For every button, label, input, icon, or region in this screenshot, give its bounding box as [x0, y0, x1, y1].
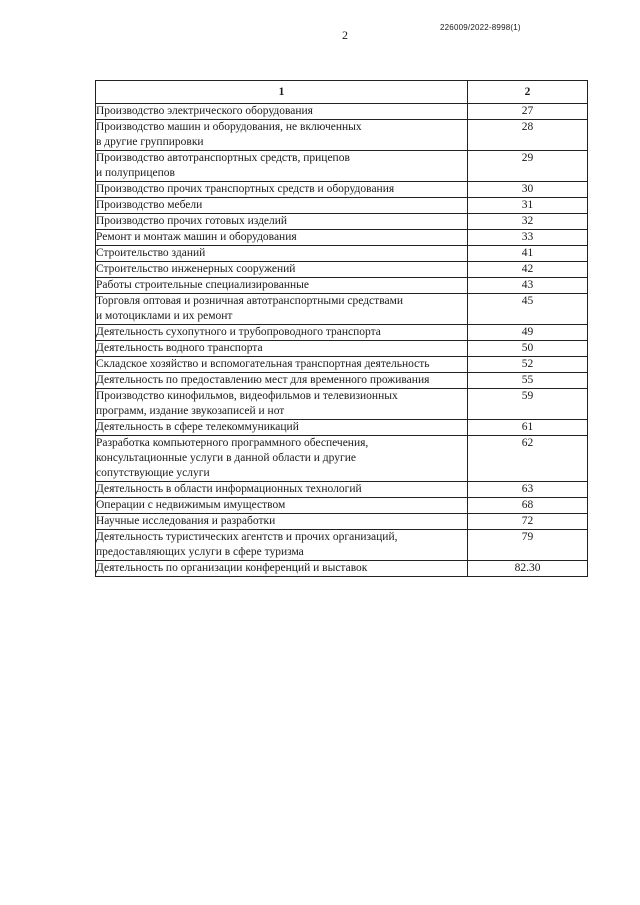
activity-name-cell	[96, 262, 468, 278]
activity-name-cell	[96, 561, 468, 577]
activity-name-line: Разработка компьютерного программного обеспечения,	[96, 437, 369, 449]
table-row	[96, 214, 588, 230]
activity-name-line: Строительство инженерных сооружений	[96, 263, 296, 275]
table-row	[96, 373, 588, 389]
table-row	[96, 530, 588, 561]
activity-name-line: Производство кинофильмов, видеофильмов и телевизионных	[96, 390, 398, 402]
activity-name-line: Производство электрического оборудования	[96, 105, 313, 117]
table-row	[96, 182, 588, 198]
activity-name-cell	[96, 498, 468, 514]
activity-name-cell	[96, 182, 468, 198]
table-row	[96, 482, 588, 498]
activity-code-cell: 72	[468, 514, 588, 530]
activity-name-line: и мотоциклами и их ремонт	[96, 310, 233, 322]
activity-name-line: Деятельность туристических агентств и прочих организаций,	[96, 531, 398, 543]
table-row	[96, 420, 588, 436]
activity-code-cell: 27	[468, 104, 588, 120]
activity-code-cell: 30	[468, 182, 588, 198]
activity-name-cell	[96, 198, 468, 214]
activity-code-cell: 45	[468, 294, 588, 325]
activity-name-cell	[96, 151, 468, 182]
activity-name-cell	[96, 104, 468, 120]
activity-name-cell	[96, 436, 468, 482]
activity-name-cell	[96, 420, 468, 436]
table-row	[96, 246, 588, 262]
activity-code-cell: 50	[468, 341, 588, 357]
activity-name-line: Ремонт и монтаж машин и оборудования	[96, 231, 297, 243]
activity-name-cell	[96, 482, 468, 498]
table-header-row	[96, 81, 588, 104]
activity-name-cell	[96, 294, 468, 325]
activity-name-line: Деятельность сухопутного и трубопроводного транспорта	[96, 326, 381, 338]
activity-name-line: Торговля оптовая и розничная автотранспортными средствами	[96, 295, 404, 307]
activity-name-line: Строительство зданий	[96, 247, 206, 259]
activity-name-line: Деятельность в области информационных технологий	[96, 483, 362, 495]
table-row	[96, 325, 588, 341]
column-header-2: 2	[468, 81, 588, 104]
activity-name-cell	[96, 230, 468, 246]
activity-name-cell	[96, 373, 468, 389]
column-header-1: 1	[96, 81, 468, 104]
table-row	[96, 498, 588, 514]
activity-name-cell	[96, 246, 468, 262]
table-row	[96, 561, 588, 577]
activity-name-line: Научные исследования и разработки	[96, 515, 276, 527]
table-row	[96, 262, 588, 278]
activity-name-cell	[96, 214, 468, 230]
activity-code-cell: 31	[468, 198, 588, 214]
table-row	[96, 341, 588, 357]
table-row	[96, 294, 588, 325]
activity-code-cell: 82.30	[468, 561, 588, 577]
activity-name-line: Производство прочих транспортных средств и оборудования	[96, 183, 395, 195]
activity-name-line: Производство машин и оборудования, не включенных	[96, 121, 362, 133]
activity-name-cell	[96, 357, 468, 373]
activity-code-cell: 52	[468, 357, 588, 373]
activity-name-line: консультационные услуги в данной области и другие	[96, 452, 356, 464]
activity-code-cell: 29	[468, 151, 588, 182]
activity-name-line: Производство прочих готовых изделий	[96, 215, 288, 227]
table-row	[96, 230, 588, 246]
activity-name-line: Деятельность водного транспорта	[96, 342, 263, 354]
activity-code-cell: 79	[468, 530, 588, 561]
activity-name-line: Производство автотранспортных средств, прицепов	[96, 152, 350, 164]
activity-name-line: Работы строительные специализированные	[96, 279, 309, 291]
activity-name-line: Складское хозяйство и вспомогательная транспортная деятельность	[96, 358, 430, 370]
activity-name-cell	[96, 325, 468, 341]
activity-name-cell	[96, 341, 468, 357]
activity-code-cell: 61	[468, 420, 588, 436]
table-row	[96, 514, 588, 530]
activity-code-cell: 42	[468, 262, 588, 278]
activity-code-cell: 33	[468, 230, 588, 246]
activity-code-cell: 43	[468, 278, 588, 294]
table-row	[96, 278, 588, 294]
activity-name-line: сопутствующие услуги	[96, 467, 210, 479]
table-row	[96, 151, 588, 182]
activity-code-cell: 49	[468, 325, 588, 341]
activity-name-line: Производство мебели	[96, 199, 203, 211]
activity-name-cell	[96, 120, 468, 151]
activity-code-cell: 68	[468, 498, 588, 514]
activity-name-line: предоставляющих услуги в сфере туризма	[96, 546, 304, 558]
activity-name-line: Деятельность в сфере телекоммуникаций	[96, 421, 299, 433]
activity-code-cell: 62	[468, 436, 588, 482]
activity-code-cell: 63	[468, 482, 588, 498]
activity-code-cell: 41	[468, 246, 588, 262]
activity-name-line: Деятельность по предоставлению мест для временного проживания	[96, 374, 430, 386]
document-code: 226009/2022-8998(1)	[440, 23, 521, 32]
activity-code-table	[95, 80, 588, 577]
page-number: 2	[342, 28, 348, 42]
activity-name-cell	[96, 389, 468, 420]
table-row	[96, 436, 588, 482]
activity-name-cell	[96, 278, 468, 294]
activity-name-line: программ, издание звукозаписей и нот	[96, 405, 285, 417]
table-row	[96, 389, 588, 420]
activity-name-line: Операции с недвижимым имуществом	[96, 499, 286, 511]
table-row	[96, 104, 588, 120]
activity-code-cell: 32	[468, 214, 588, 230]
activity-name-cell	[96, 530, 468, 561]
table-row	[96, 120, 588, 151]
table-row	[96, 198, 588, 214]
activity-name-line: в другие группировки	[96, 136, 204, 148]
activity-code-cell: 59	[468, 389, 588, 420]
activity-name-line: и полуприцепов	[96, 167, 175, 179]
activity-name-cell	[96, 514, 468, 530]
table-row	[96, 357, 588, 373]
activity-name-line: Деятельность по организации конференций и выставок	[96, 562, 368, 574]
activity-code-cell: 28	[468, 120, 588, 151]
activity-code-cell: 55	[468, 373, 588, 389]
